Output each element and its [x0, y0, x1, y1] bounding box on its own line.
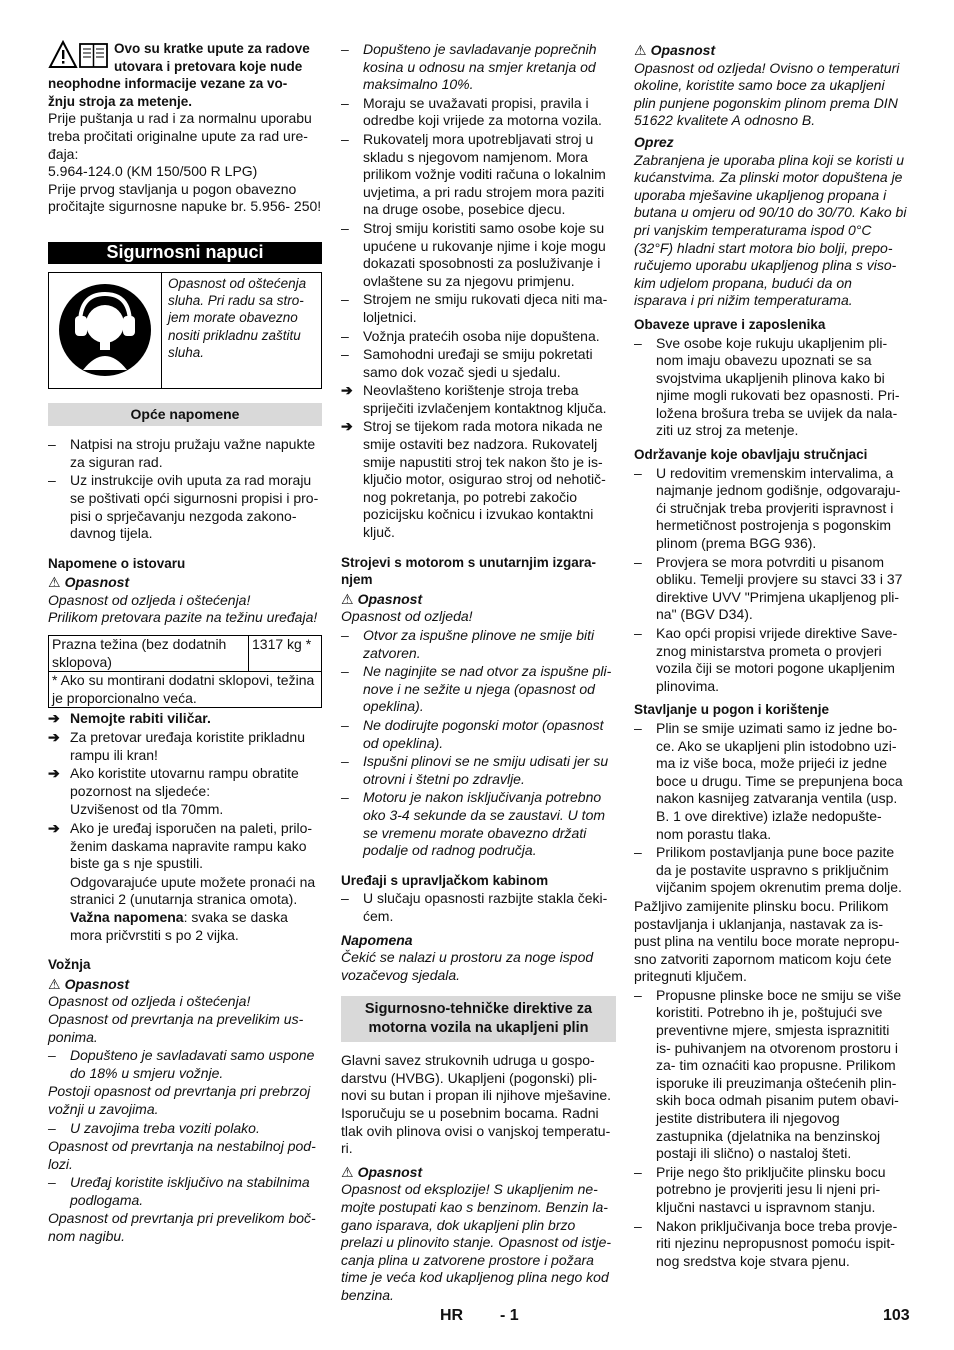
- weight-table-note: * Ako su montirani dodatni sklopovi, težina je proporcionalno veća.: [49, 672, 322, 708]
- gas-warning-text: Opasnost od ozljeda! Ovisno o temperaturi okoline, koristite samo boce za ukapljeni plin punjene pogonskim plinom prema DIN 51622 kvalitete A odnosno B.: [634, 59, 900, 129]
- warning-icon: ⚠: [341, 590, 354, 607]
- rule-item: – Samohodni uređaji se smiju pokretati samo dok vozač sjedi u sjedalu.: [341, 346, 616, 381]
- warning-label: Opasnost: [64, 975, 130, 992]
- rule-item: – Moraju se uvažavati propisi, pravila i odredbe koji vrijede za motorna vozila.: [341, 95, 616, 130]
- column-1: [48, 40, 322, 1246]
- arrow-right-icon: ➔: [48, 765, 60, 782]
- intro-bold-3: žnju stroja za metenje.: [48, 93, 193, 109]
- maintenance-item: – Kao opći propisi vrijede direktive Save- znog ministarstva prometa o provjeri vozila čiji se motori pogone ukapljenim plinovima.: [634, 625, 908, 695]
- cabin-heading: Uređaji s upravljačkom kabinom: [341, 872, 549, 888]
- arrow-right-icon: ➔: [48, 820, 60, 836]
- driving-warning-text: Opasnost od ozljeda i oštećenja!: [48, 993, 251, 1010]
- rule-item: – Strojem ne smiju rukovati djeca niti ma- loljetnici.: [341, 291, 616, 326]
- driving-warning-text: Opasnost od prevrtanja pri prevelikom boč- nom nagibu.: [48, 1210, 316, 1245]
- hearing-protection-pictogram: [49, 273, 162, 388]
- warning-label: Opasnost: [64, 574, 130, 591]
- intro-icons: [48, 40, 110, 75]
- driving-item: – Uređaj koristite isključivo na stabilnima podlogama.: [48, 1174, 322, 1209]
- intro-header: [48, 40, 322, 75]
- arrow-right-icon: ➔: [341, 418, 353, 435]
- rule-item: – Rukovatelj mora upotrebljavati stroj u skladu s njegovom namjenom. Mora prilikom vožnje voditi računa o lokalnim uvjetima, a pri radu strojem mora paziti na druge osobe, posebice djecu.: [341, 131, 616, 219]
- obligations-item: – Sve osobe koje rukuju ukapljenim pli- nom imaju obavezu upoznati se sa svojstvima ukapljenih plinova kako bi njime mogli rukovati bez opasnosti. Pri- ložena brošura treba se uvijek da nala- ziti uz stroj za metenje.: [634, 335, 908, 441]
- warning-icon: ⚠: [634, 42, 647, 58]
- hearing-protection-box: [48, 272, 322, 389]
- engine-item: – Otvor za ispušne plinove ne smije biti zatvoren.: [341, 627, 616, 662]
- arrow-right-icon: ➔: [48, 729, 60, 746]
- warning-icon: ⚠: [48, 975, 61, 992]
- section-banner: Sigurnosni napuci: [48, 242, 322, 264]
- unloading-warning: [48, 574, 322, 592]
- maintenance-item: – Provjera se mora potvrditi u pisanom obliku. Temelji provjere su stavci 33 i 37 direktive UVV "Primjena ukapljenog pli- na" (BGV D34).: [634, 554, 908, 624]
- note-text: Čekić se nalazi u prostoru za noge ispod vozačevog sjedala.: [341, 949, 594, 983]
- column-3: [634, 40, 908, 1271]
- combustion-engine-heading: Strojevi s motorom s unutarnjim izgara- njem: [341, 554, 597, 588]
- engine-warning-text: Opasnost od ozljeda!: [341, 608, 473, 625]
- driving-warning-text: Postoji opasnost od prevrtanja pri prebrzoj vožnji u zavojima.: [48, 1083, 311, 1117]
- maintenance-item: – U redovitim vremenskim intervalima, a najmanje jednom godišnje, odgovaraju- ći stručnjak treba provjeriti ispravnost i hermetičnost postrojenja s pogonskim plinom (prema BGG 936).: [634, 465, 908, 553]
- intro-paragraph-1: Prije puštanja u rad i za normalnu uporabu treba pročitati originalne upute za rad ure- đaja:: [48, 110, 312, 162]
- unloading-warning-text: Prilikom pretovara pazite na težinu uređaja!: [48, 609, 318, 626]
- warning-manual-icon: [48, 40, 110, 70]
- operation-item: – Nakon priključivanja boce treba provje- riti njezinu nepropusnost pomoću ispit- nog sredstva koje stvara pjenu.: [634, 1218, 908, 1271]
- engine-item: – Ne dodirujte pogonski motor (opasnost od opeklina).: [341, 717, 616, 752]
- engine-item: – Ne naginjite se nad otvor za ispušne pli- nove i ne sežite u njega (opasnost od opeklina).: [341, 663, 616, 716]
- lpg-directives-heading: Sigurnosno-tehničke direktive za motorna vozila na ukapljeni plin: [341, 996, 616, 1042]
- footer-page-number: 103: [883, 1307, 910, 1324]
- maintenance-heading: Održavanje koje obavljaju stručnjaci: [634, 447, 868, 463]
- lpg-warning: [341, 1164, 616, 1182]
- caution-heading: Oprez: [634, 133, 674, 150]
- warning-icon: ⚠: [48, 574, 61, 591]
- arrow-item: ➔ Za pretovar uređaja koristite prikladnu rampu ili kran!: [48, 729, 306, 763]
- warning-label: Opasnost: [357, 590, 423, 607]
- intro-paragraph-2: 5.964-124.0 (KM 150/500 R LPG): [48, 163, 258, 180]
- arrow-item-continued: Odgovarajuće upute možete pronaći na stranici 2 (unutarnja stranica omota).: [70, 873, 316, 908]
- obligations-heading: Obaveze uprave i zaposlenika: [634, 316, 826, 332]
- engine-item: – Motoru je nakon isključivanja potrebno oko 3-4 sekunde da se zaustavi. U tom se vremenu morate obavezno držati podalje od radnog područja.: [341, 789, 616, 859]
- arrow-item: ➔ Nemojte rabiti viličar.: [48, 710, 211, 727]
- arrow-right-icon: ➔: [341, 382, 353, 399]
- intro-bold-1: Ovo su kratke upute za radove utovara i pretovara koje nude: [114, 41, 310, 74]
- note-heading: Napomena: [341, 931, 413, 948]
- operation-item: – Propusne plinske boce ne smiju se više koristiti. Potrebno ih je, poštujući sve preventivne mjere, smjesta ispraznititi is- puhivanjem na otvorenom prostoru i za- tim oznaćiti kao propusne. Prilikom isporuke ili preuzimanja oštećenih plin- skih boca odmah pisanim putem obavi- jestite distributera ili njegovog zastupnika (djelatnika na benzinskoj postaji ili slično) o nastaloj šteti.: [634, 987, 908, 1163]
- caution-text: Zabranjena je uporaba plina koji se koristi u kućanstvima. Za plinski motor dopuštena je uporaba mješavine ukapljenog propana i butana u omjeru od 90/10 do 30/70. Kako bi pri vanjskim temperaturama ispod 0°C (32°F) hladni start motora bio bolji, prepo- ručujemo uporabu ukapljenog plina s viso- kim udjelom propana, budući da on isparava i pri nižim temperaturama.: [634, 151, 907, 309]
- warning-label: Opasnost: [357, 1163, 423, 1180]
- arrow-item-continued: Uzvišenost od tla 70mm.: [70, 801, 224, 818]
- rule-item: – Vožnja pratećih osoba nije dopuštena.: [341, 328, 616, 346]
- unloading-heading: Napomene o istovaru: [48, 555, 186, 571]
- engine-warning: [341, 591, 616, 609]
- general-note-item: – Uz instrukcije ovih uputa za rad moraju se poštivati opći sigurnosni propisi i pro- pisi o sprječavanju nezgoda zakono- davnog tijela.: [48, 472, 322, 542]
- unloading-warning-text: Opasnost od ozljeda i oštećenja!: [48, 591, 251, 608]
- intro-paragraph-3: Prije prvog stavljanja u pogon obavezno pročitajte sigurnosne napuke br. 5.956- 250!: [48, 180, 322, 215]
- rule-item: – Stroj smiju koristiti samo osobe koje su upućene u rukovanje njime i koje mogu dokazati sposobnosti za posluživanje i ovlaštene su za njegovu primjenu.: [341, 220, 616, 290]
- arrow-item: ➔ Ako koristite utovarnu rampu obratite pozornost na sljedeće:: [48, 765, 299, 799]
- operation-item: – Prije nego što priključite plinsku bocu potrebno je provjeriti jesu li njeni pri- ključni nastavci u ispravnom stanju.: [634, 1164, 908, 1217]
- arrow-right-icon: ➔: [48, 710, 60, 727]
- footer-page-separator: - 1: [500, 1307, 519, 1324]
- driving-warning-text: Opasnost od prevrtanja na nestabilnoj pod- lozi.: [48, 1138, 316, 1172]
- driving-heading: Vožnja: [48, 957, 91, 973]
- general-note-item: – Natpisi na stroju pružaju važne napukte za siguran rad.: [48, 436, 322, 471]
- column-2: [341, 40, 616, 1305]
- footer-language: HR: [440, 1307, 464, 1324]
- operation-heading: Stavljanje u pogon i korištenje: [634, 702, 830, 718]
- operation-item: – Plin se smije uzimati samo iz jedne bo- ce. Ako se ukapljeni plin istodobno uzi- ma iz više boca, može prijeći iz jedne boce u drugu. Time se prepunjena boca nakon kasnijeg zatvaranja ventila (usp. B. 1 ove direktive) izlaže nedopušte- nom porastu tlaka.: [634, 720, 908, 843]
- operation-item: – Prilikom postavljanja pune boce pazite da je postavite uspravno s priključnim vijčanim spojem okrenutim prema dolje.: [634, 844, 908, 897]
- driving-warning-text: Opasnost od prevrtanja na prevelikim us- ponima.: [48, 1010, 304, 1045]
- weight-table-value: 1317 kg *: [249, 636, 322, 672]
- arrow-item: ➔ Neovlašteno korištenje stroja treba spriječiti izvlačenjem kontaktnog ključa.: [341, 382, 607, 416]
- weight-table-label: Prazna težina (bez dodatnih sklopova): [49, 636, 249, 672]
- driving-item: – Dopušteno je savladavanje poprečnih kosina u odnosu na smjer kretanja od maksimalno 10%.: [341, 41, 616, 94]
- intro-bold-2: neophodne informacije vezane za vo-: [48, 76, 288, 92]
- gas-warning: [634, 42, 908, 60]
- warning-label: Opasnost: [650, 42, 716, 58]
- ear-protection-icon: [53, 278, 157, 382]
- lpg-paragraph: Glavni savez strukovnih udruga u gospo- darstvu (HVBG). Ukapljeni (pogonski) pli- novi su butan i propan ili njihove mješavine. Isporučuju se u posebnim bocama. Radni tlak ovih plinova ovisi o vanjskoj temperatu- ri.: [341, 1052, 612, 1157]
- hearing-protection-text: Opasnost od oštećenja sluha. Pri radu sa stro- jem morate obavezno nositi prikladnu zaštitu sluha.: [168, 275, 307, 361]
- warning-icon: ⚠: [341, 1163, 354, 1180]
- arrow-item: ➔ Stroj se tijekom rada motora nikada ne smije ostaviti bez nadzora. Rukovatelj smije napustiti stroj tek nakon što je is- ključio motor, osigurao stroj od nehotič- nog pokretanja, po potrebi zakočio pozicijsku kočnicu i izvukao kontaktni ključ.: [341, 418, 606, 541]
- driving-item: – U zavojima treba voziti polako.: [48, 1120, 322, 1138]
- engine-item: – Ispušni plinovi se ne smiju udisati jer su otrovni i štetni po zdravlje.: [341, 753, 616, 788]
- driving-warning: [48, 976, 322, 994]
- operation-paragraph: Pažljivo zamijenite plinsku bocu. Prilikom postavljanja i uklanjanja, nastavak za is- pust plina na ventilu boce morate nepropu- sno zatvoriti zapornom maticom koju ćete pritegnuti ključem.: [634, 897, 900, 985]
- lpg-warning-text: Opasnost od eksplozije! S ukapljenim ne- mojte postupati kao s benzinom. Benzin la- gano isparava, dok ukapljeni plin brzo prelazi u plinovito stanje. Opasnost od istje- canja plina u zatvorene prostore i požara time je veća kod ukapljenog plina nego kod benzina.: [341, 1181, 612, 1303]
- arrow-item-continued: Važna napomena: svaka se daska mora pričvrstiti s po 2 vijka.: [70, 908, 288, 943]
- driving-item: – Dopušteno je savladavati samo uspone do 18% u smjeru vožnje.: [48, 1047, 322, 1082]
- weight-table: [48, 635, 322, 708]
- arrow-item: ➔ Ako je uređaj isporučen na paleti, prilo- ženim daskama napravite rampu kako biste ga s nje spustili.: [48, 820, 313, 872]
- cabin-item: – U slučaju opasnosti razbijte stakla čeki- ćem.: [341, 890, 616, 925]
- general-notes-heading: Opće napomene: [48, 403, 322, 427]
